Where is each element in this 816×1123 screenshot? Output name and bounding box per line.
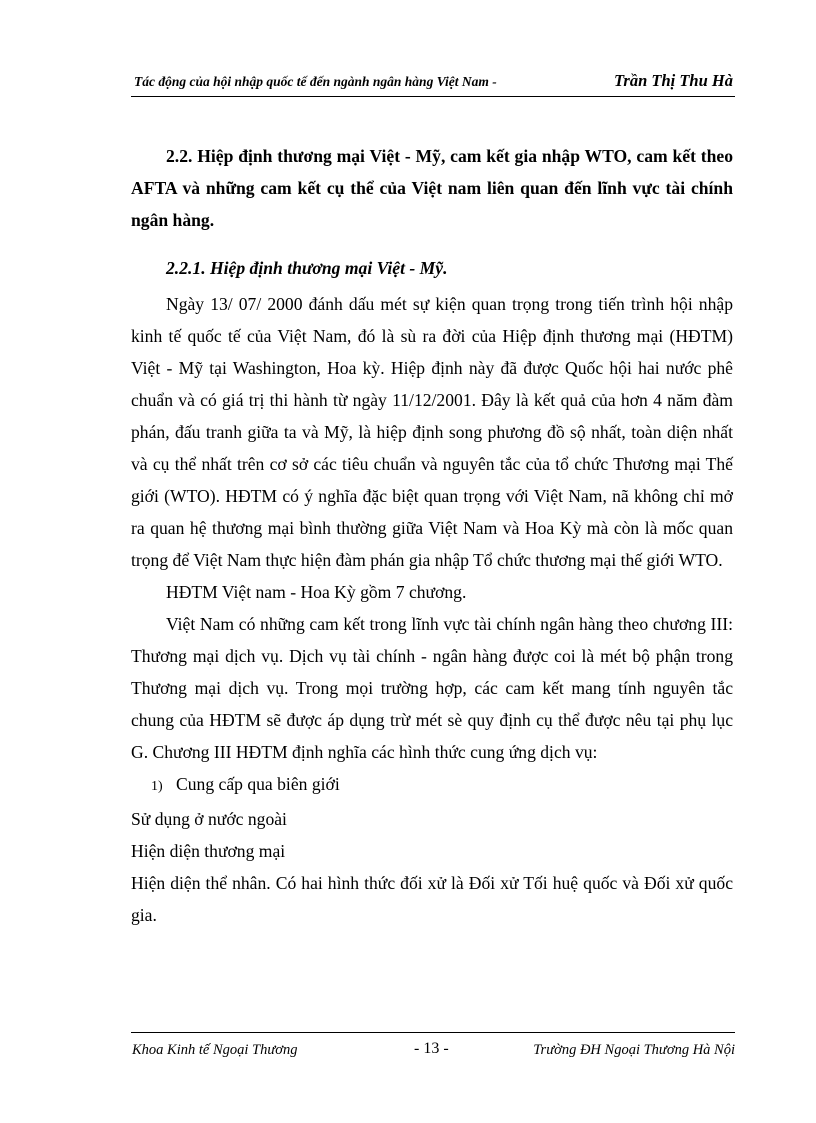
paragraph: Việt Nam có những cam kết trong lĩnh vực tài chính ngân hàng theo chương III: Thương mại dịch vụ. Dịch vụ tài chính - ngân hàng được coi là mét bộ phận trong Thương mại dịch vụ. Trong mọi trường hợp, các cam kết mang tính nguyên tắc chung của HĐTM sẽ được áp dụng trừ mét sè quy định cụ thể được nêu tại phụ lục G. Chương III HĐTM định nghĩa các hình thức cung ứng dịch vụ:: [131, 614, 733, 762]
subsection-heading: 2.2.1. Hiệp định thương mại Việt - Mỹ.: [166, 258, 448, 278]
paragraph: Ngày 13/ 07/ 2000 đánh dấu mét sự kiện quan trọng trong tiến trình hội nhập kinh tế quốc tế của Việt Nam, đó là sù ra đời của Hiệp định thương mại (HĐTM) Việt - Mỹ tại Washington, Hoa kỳ. Hiệp định này đã được Quốc hội hai nước phê chuẩn và có giá trị thi hành từ ngày 11/12/2001. Đây là kết quả của hơn 4 năm đàm phán, đấu tranh giữa ta và Mỹ, là hiệp định song phương đồ sộ nhất, toàn diện nhất và cụ thể nhất trên cơ sở các tiêu chuẩn và nguyên tắc của tổ chức Thương mại Thế giới (WTO). HĐTM có ý nghĩa đặc biệt quan trọng với Việt Nam, nã không chỉ mở ra quan hệ thương mại bình thường giữa Việt Nam và Hoa Kỳ mà còn là mốc quan trọng để Việt Nam thực hiện đàm phán gia nhập Tổ chức thương mại thế giới WTO.: [131, 294, 733, 570]
section-heading: 2.2. Hiệp định thương mại Việt - Mỹ, cam kết gia nhập WTO, cam kết theo AFTA và những cam kết cụ thể của Việt nam liên quan đến lĩnh vực tài chính ngân hàng.: [131, 146, 733, 230]
list-item-text: Cung cấp qua biên giới: [176, 774, 340, 794]
page-body: [131, 140, 733, 931]
list-item: Hiện diện thể nhân. Có hai hình thức đối xử là Đối xử Tối huệ quốc và Đối xử quốc gia.: [131, 873, 733, 925]
paragraph: HĐTM Việt nam - Hoa Kỳ gồm 7 chương.: [166, 582, 467, 602]
header-title: Tác động của hội nhập quốc tế đến ngành ngân hàng Việt Nam -: [134, 74, 497, 89]
list-item: Hiện diện thương mại: [131, 841, 286, 861]
list-number: 1): [151, 779, 163, 794]
footer-faculty: Khoa Kinh tế Ngoại Thương: [132, 1042, 298, 1058]
page-footer: [131, 1032, 735, 1067]
page-number: - 13 -: [414, 1040, 449, 1057]
list-item: [131, 768, 733, 803]
page-header: [131, 70, 735, 97]
header-author: Trần Thị Thu Hà: [613, 71, 733, 90]
list-item: Sử dụng ở nước ngoài: [131, 809, 287, 829]
footer-university: Trường ĐH Ngoại Thương Hà Nội: [533, 1042, 735, 1058]
